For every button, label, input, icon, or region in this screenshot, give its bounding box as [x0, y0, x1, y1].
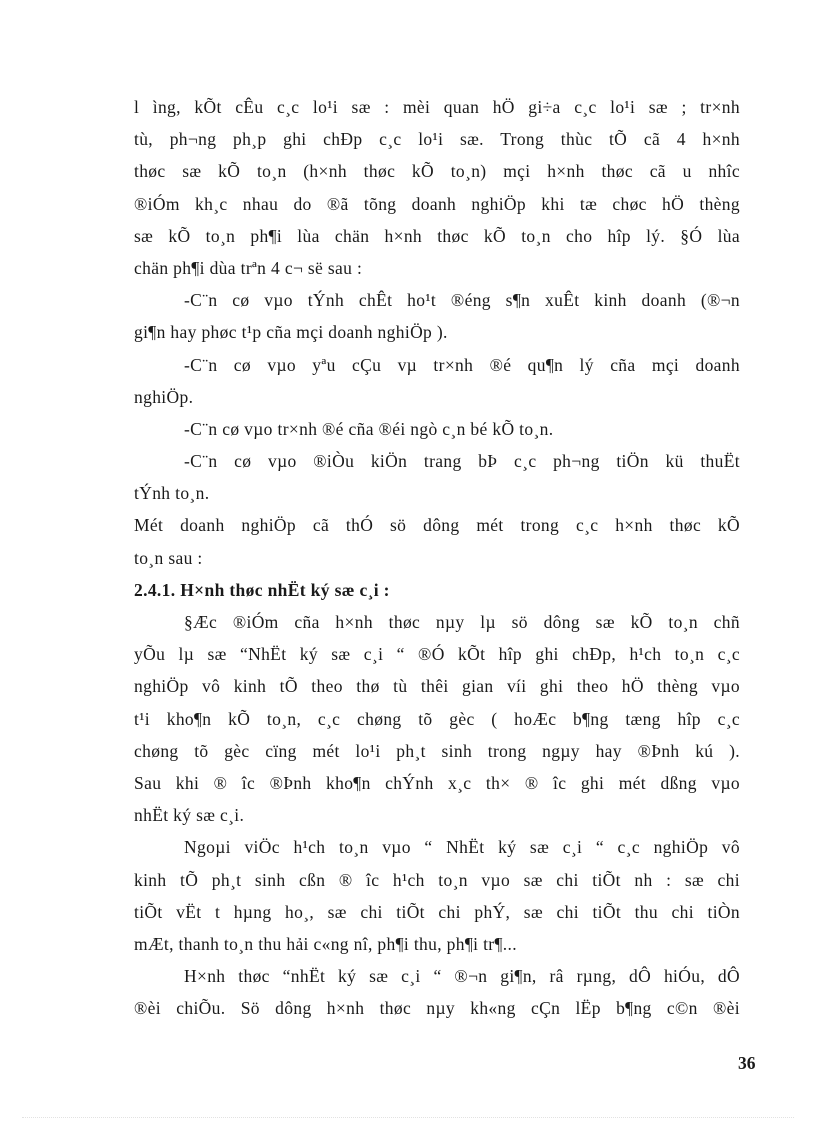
- text-line: nhËt ký sæ c¸i.: [134, 805, 245, 826]
- text-line: kinh tÕ ph¸t sinh cßn ® îc h¹ch to¸n vµo sæ chi tiÕt nh : sæ chi: [134, 869, 740, 890]
- text-line: ®iÓm kh¸c nhau do ®ã tõng doanh nghiÖp khi tæ chøc hÖ thèng: [134, 193, 740, 214]
- paragraph-start-line: §Æc ®iÓm cña h×nh thøc nµy lµ sö dông sæ kÕ to¸n chñ: [184, 612, 740, 632]
- text-line: t¹i kho¶n kÕ to¸n, c¸c chøng tõ gèc ( hoÆc b¶ng tæng hîp c¸c: [134, 708, 740, 729]
- section-heading: 2.4.1. H×nh thøc nhËt ký sæ c¸i :: [134, 579, 390, 600]
- text-line: nghiÖp vô kinh tÕ theo thø tù thêi gian víi ghi theo hÖ thèng vµo: [134, 676, 740, 697]
- text-line: thøc sæ kÕ to¸n (h×nh thøc kÕ to¸n) mçi h×nh thøc cã u nhîc: [134, 161, 740, 182]
- document-body: [134, 91, 740, 1024]
- text-line: Mét doanh nghiÖp cã thÓ sö dông mét trong c¸c h×nh thøc kÕ: [134, 515, 740, 536]
- text-line: nghiÖp.: [134, 386, 194, 407]
- text-line: gi¶n hay phøc t¹p cña mçi doanh nghiÖp ).: [134, 322, 448, 343]
- bullet-line: -C¨n cø vµo yªu cÇu vµ tr×nh ®é qu¶n lý cña mçi doanh: [184, 354, 740, 375]
- text-line: Sau khi ® îc ®Þnh kho¶n chÝnh x¸c th× ® îc ghi mét dßng vµo: [134, 772, 740, 793]
- text-line: chän ph¶i dùa trªn 4 c¬ së sau :: [134, 257, 363, 278]
- paragraph-start-line: H×nh thøc “nhËt ký sæ c¸i “ ®¬n gi¶n, râ rµng, dÔ hiÓu, dÔ: [184, 966, 740, 987]
- text-line: yÕu lµ sæ “NhËt ký sæ c¸i “ ®Ó kÕt hîp ghi chÐp, h¹ch to¸n c¸c: [134, 644, 740, 665]
- text-line: ®èi chiÕu. Sö dông h×nh thøc nµy kh«ng cÇn lËp b¶ng c©n ®èi: [134, 998, 740, 1019]
- text-line: tiÕt vËt t hµng ho¸, sæ chi tiÕt chi phÝ, sæ chi tiÕt thu chi tiÒn: [134, 901, 740, 922]
- text-line: mÆt, thanh to¸n thu hải c«ng nî, ph¶i thu, ph¶i tr¶...: [134, 933, 517, 954]
- text-line: sæ kÕ to¸n ph¶i lùa chän h×nh thøc kÕ to¸n cho hîp lý. §Ó lùa: [134, 225, 740, 246]
- bullet-line: -C¨n cø vµo tÝnh chÊt ho¹t ®éng s¶n xuÊt kinh doanh (®¬n: [184, 290, 740, 311]
- page-number: 36: [738, 1053, 756, 1073]
- text-line: l ìng, kÕt cÊu c¸c lo¹i sæ : mèi quan hÖ gi÷a c¸c lo¹i sæ ; tr×nh: [134, 97, 740, 117]
- text-line: tÝnh to¸n.: [134, 483, 210, 504]
- footer-divider: [22, 1117, 794, 1118]
- paragraph-start-line: Ngoµi viÖc h¹ch to¸n vµo “ NhËt ký sæ c¸i “ c¸c nghiÖp vô: [184, 837, 740, 858]
- bullet-line: -C¨n cø vµo tr×nh ®é cña ®éi ngò c¸n bé kÕ to¸n.: [184, 418, 554, 439]
- text-line: to¸n sau :: [134, 547, 203, 568]
- text-line: tù, ph¬ng ph¸p ghi chÐp c¸c lo¹i sæ. Trong thùc tÕ cã 4 h×nh: [134, 129, 740, 150]
- bullet-line: -C¨n cø vµo ®iÒu kiÖn trang bÞ c¸c ph¬ng tiÖn kü thuËt: [184, 451, 740, 472]
- text-line: chøng tõ gèc cïng mét lo¹i ph¸t sinh trong ngµy hay ®Þnh kú ).: [134, 740, 740, 761]
